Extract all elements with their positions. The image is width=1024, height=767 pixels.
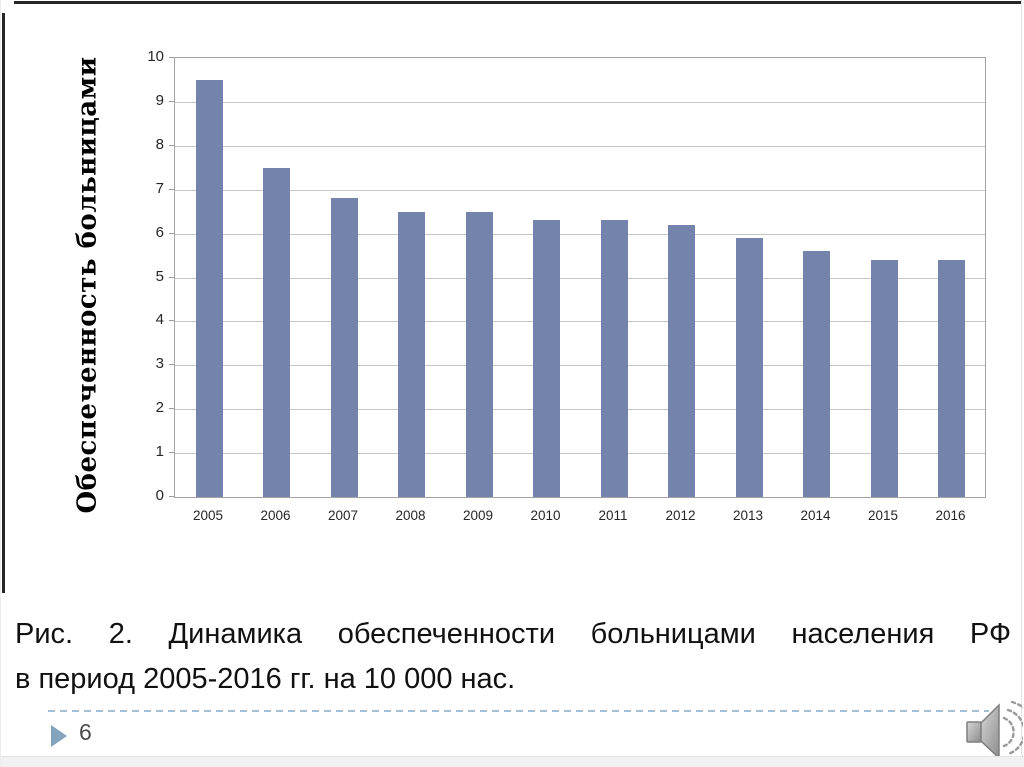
x-tick-label-2009: 2009 xyxy=(462,508,494,523)
y-tick-mark-5 xyxy=(169,277,174,278)
viewer-bottom-strip xyxy=(1,756,1024,767)
x-tick-label-2007: 2007 xyxy=(327,508,359,523)
gridline-y2 xyxy=(175,409,985,410)
y-tick-mark-10 xyxy=(169,57,174,58)
figure-caption xyxy=(15,612,1011,702)
y-tick-label-3: 3 xyxy=(155,355,164,373)
x-tick-label-2012: 2012 xyxy=(665,508,696,523)
bar-2011 xyxy=(601,220,628,497)
caption-line-2: в период 2005-2016 гг. на 10 000 нас. xyxy=(15,663,516,695)
bar-2010 xyxy=(533,220,560,497)
y-tick-mark-9 xyxy=(169,101,174,102)
caption-line-1: Рис. 2. Динамика обеспеченности больницами населения РФ xyxy=(15,618,1011,650)
y-tick-mark-3 xyxy=(169,364,174,365)
y-tick-mark-4 xyxy=(169,320,174,321)
y-axis-title: Обеспеченность больницами xyxy=(72,56,103,514)
y-tick-mark-2 xyxy=(169,408,174,409)
x-tick-label-2016: 2016 xyxy=(935,508,966,523)
bar-2015 xyxy=(871,260,898,497)
gridline-y4 xyxy=(175,321,985,322)
slide-top-border xyxy=(14,1,1022,4)
y-tick-label-7: 7 xyxy=(155,179,164,197)
y-tick-label-9: 9 xyxy=(155,91,164,109)
gridline-y7 xyxy=(175,190,985,191)
gridline-y8 xyxy=(175,146,985,147)
gridline-y9 xyxy=(175,102,985,103)
y-tick-mark-7 xyxy=(169,189,174,190)
y-tick-label-10: 10 xyxy=(147,48,164,65)
bar-chart-plot-area xyxy=(174,57,986,498)
y-tick-mark-8 xyxy=(169,145,174,146)
bar-2009 xyxy=(466,212,493,497)
footer-triangle-bullet-icon xyxy=(51,725,67,747)
x-tick-label-2008: 2008 xyxy=(395,508,426,523)
y-tick-label-6: 6 xyxy=(155,223,164,241)
slide-right-border xyxy=(1021,0,1022,755)
bar-2008 xyxy=(398,212,425,497)
bar-2016 xyxy=(938,260,965,497)
x-tick-label-2015: 2015 xyxy=(867,508,899,523)
y-tick-mark-0 xyxy=(169,496,174,497)
y-axis-title-box xyxy=(59,56,115,514)
slide-left-border xyxy=(2,13,5,593)
x-tick-label-2005: 2005 xyxy=(192,508,224,523)
y-tick-label-0: 0 xyxy=(155,487,164,504)
audio-speaker-icon[interactable] xyxy=(953,696,1023,764)
bar-2006 xyxy=(263,168,290,497)
x-tick-label-2014: 2014 xyxy=(800,508,831,523)
x-tick-label-2011: 2011 xyxy=(598,508,628,523)
y-tick-label-5: 5 xyxy=(155,267,164,285)
bar-2007 xyxy=(331,198,358,497)
bar-2013 xyxy=(736,238,763,497)
gridline-y5 xyxy=(175,278,985,279)
y-tick-mark-1 xyxy=(169,452,174,453)
y-tick-label-1: 1 xyxy=(155,443,164,461)
gridline-y1 xyxy=(175,453,985,454)
x-tick-label-2006: 2006 xyxy=(260,508,291,523)
y-tick-mark-6 xyxy=(169,233,174,234)
y-tick-label-2: 2 xyxy=(155,399,164,417)
x-tick-label-2010: 2010 xyxy=(530,508,561,523)
y-tick-label-4: 4 xyxy=(155,311,164,329)
x-tick-label-2013: 2013 xyxy=(732,508,764,523)
footer-dashed-divider xyxy=(48,710,989,712)
bar-2014 xyxy=(803,251,830,497)
y-tick-label-8: 8 xyxy=(155,135,164,153)
page-number: 6 xyxy=(79,719,92,745)
bar-2012 xyxy=(668,225,695,497)
gridline-y6 xyxy=(175,234,985,235)
gridline-y3 xyxy=(175,365,985,366)
bar-2005 xyxy=(196,80,223,497)
